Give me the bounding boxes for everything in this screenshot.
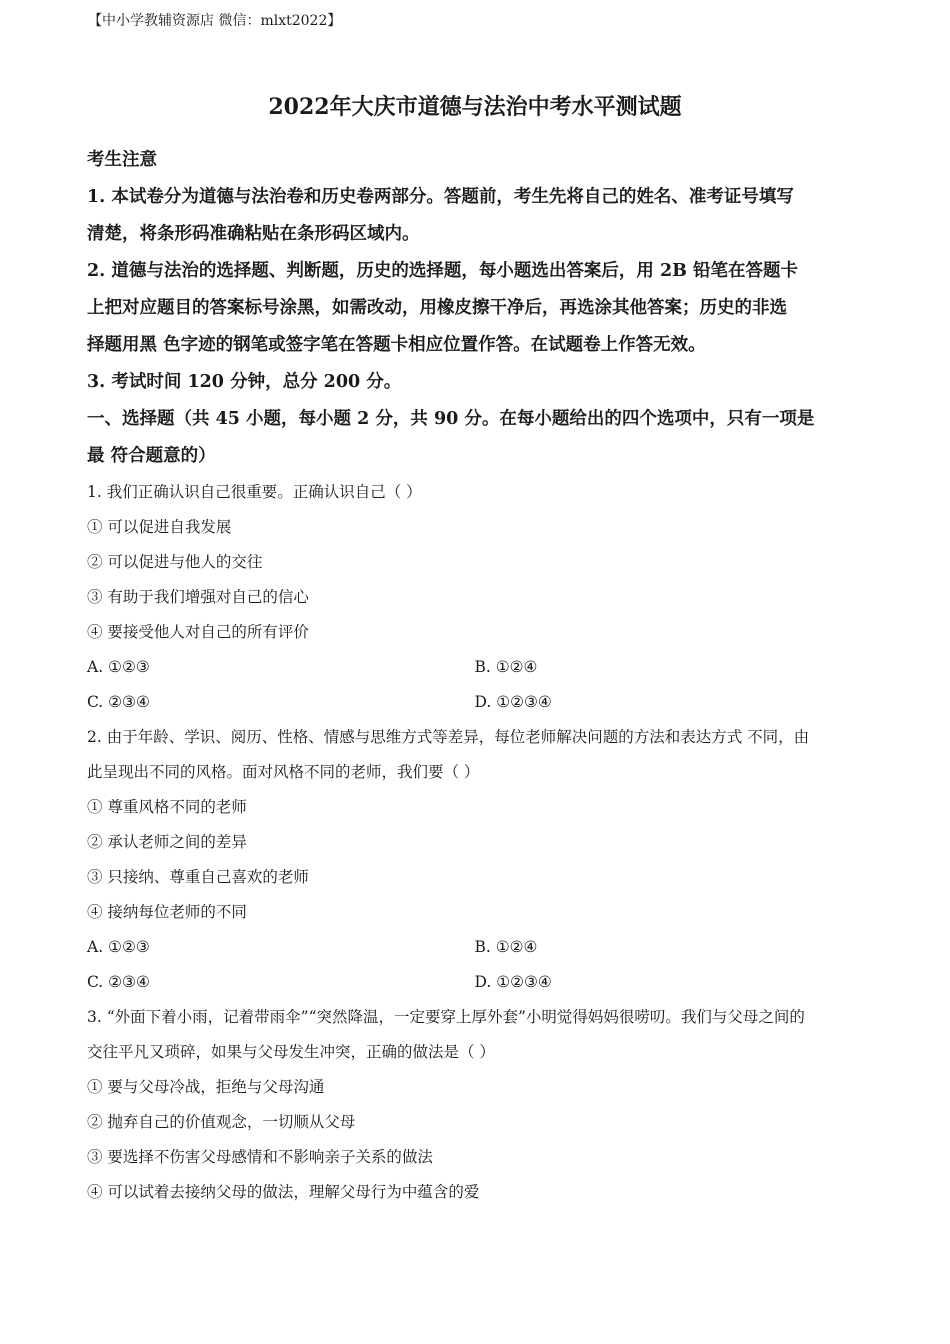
- question-item: ② 可以促进与他人的交往: [87, 553, 263, 571]
- question-item: ③ 要选择不伤害父母感情和不影响亲子关系的做法: [87, 1148, 433, 1166]
- options-row: [87, 650, 862, 685]
- option-c: C. ②③④: [87, 693, 150, 711]
- option-c: C. ②③④: [87, 973, 150, 991]
- question-item: ① 要与父母冷战，拒绝与父母沟通: [87, 1078, 325, 1096]
- notice-line: 3. 考试时间 120 分钟，总分 200 分。: [87, 372, 402, 392]
- question-item: ④ 接纳每位老师的不同: [87, 903, 247, 921]
- option-a: A. ①②③: [87, 938, 150, 956]
- question-item: ① 可以促进自我发展: [87, 518, 232, 536]
- question-item: ③ 只接纳、尊重自己喜欢的老师: [87, 868, 309, 886]
- section-line: 最 符合题意的）: [87, 446, 216, 466]
- notice-line: 1. 本试卷分为道德与法治卷和历史卷两部分。答题前，考生先将自己的姓名、准考证号填写: [87, 187, 794, 207]
- notice-line: 清楚，将条形码准确粘贴在条形码区域内。: [87, 224, 420, 244]
- question-stem: 3. “外面下着小雨，记着带雨伞”“突然降温，一定要穿上厚外套”小明觉得妈妈很唠叨。我们与父母之间的: [87, 1008, 805, 1026]
- question-item: ① 尊重风格不同的老师: [87, 798, 247, 816]
- section-heading: [87, 401, 862, 475]
- header-note: 【中小学教辅资源店 微信：mlxt2022】: [88, 13, 342, 29]
- notice-section: [87, 142, 862, 401]
- notice-line: 上把对应题目的答案标号涂黑，如需改动，用橡皮擦干净后，再选涂其他答案；历史的非选: [87, 298, 787, 318]
- question-stem: 交往平凡又琐碎，如果与父母发生冲突，正确的做法是（ ）: [87, 1043, 495, 1061]
- question-stem: 1. 我们正确认识自己很重要。正确认识自己（ ）: [87, 483, 422, 501]
- notice-line: 择题用黑 色字迹的钢笔或签字笔在答题卡相应位置作答。在试题卷上作答无效。: [87, 335, 706, 355]
- section-line: 一、选择题（共 45 小题，每小题 2 分，共 90 分。在每小题给出的四个选项中，只有一项是: [87, 409, 815, 429]
- question-item: ④ 要接受他人对自己的所有评价: [87, 623, 309, 641]
- option-d: D. ①②③④: [474, 973, 552, 991]
- notice-line: 2. 道德与法治的选择题、判断题，历史的选择题，每小题选出答案后，用 2B 铅笔在答题卡: [87, 261, 799, 281]
- question-stem: 2. 由于年龄、学识、阅历、性格、情感与思维方式等差异，每位老师解决问题的方法和表达方式 不同，由: [87, 728, 810, 746]
- question-item: ④ 可以试着去接纳父母的做法，理解父母行为中蕴含的爱: [87, 1183, 480, 1201]
- option-b: B. ①②④: [474, 658, 538, 676]
- notice-heading: 考生注意: [87, 150, 157, 170]
- question-item: ② 抛弃自己的价值观念，一切顺从父母: [87, 1113, 356, 1131]
- question-item: ③ 有助于我们增强对自己的信心: [87, 588, 309, 606]
- page-title: 2022年大庆市道德与法治中考水平测试题: [268, 94, 682, 120]
- options-row: [87, 965, 862, 1000]
- question-2: [87, 720, 862, 1000]
- document-body: [87, 142, 862, 1210]
- question-item: ② 承认老师之间的差异: [87, 833, 247, 851]
- option-b: B. ①②④: [474, 938, 538, 956]
- question-3: [87, 1000, 862, 1210]
- option-a: A. ①②③: [87, 658, 150, 676]
- options-row: [87, 685, 862, 720]
- question-stem: 此呈现出不同的风格。面对风格不同的老师，我们要（ ）: [87, 763, 480, 781]
- option-d: D. ①②③④: [474, 693, 552, 711]
- options-row: [87, 930, 862, 965]
- question-1: [87, 475, 862, 720]
